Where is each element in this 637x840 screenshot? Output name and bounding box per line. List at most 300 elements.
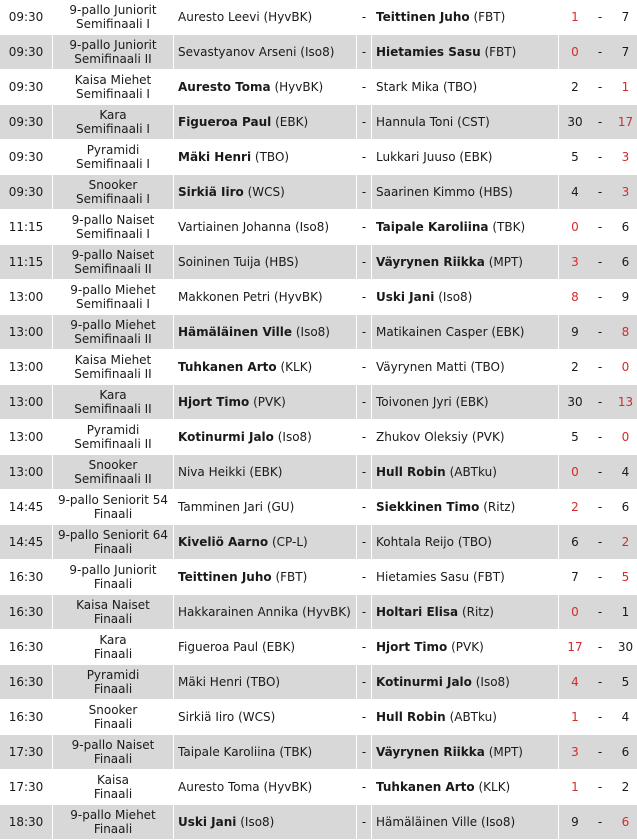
score-one: 2 <box>559 70 591 105</box>
event-name: 9-pallo Miehet <box>70 808 156 822</box>
player-two-name: Holtari Elisa <box>376 605 459 619</box>
score-one: 30 <box>559 105 591 140</box>
event-name: Snooker <box>88 458 138 472</box>
match-event <box>53 245 173 280</box>
score-two: 13 <box>609 385 637 420</box>
player-two-club: (HBS) <box>478 185 513 199</box>
score-one: 30 <box>559 385 591 420</box>
match-time: 16:30 <box>0 595 52 630</box>
score-one: 4 <box>559 175 591 210</box>
score-two: 0 <box>609 350 637 385</box>
player-one-name: Auresto Leevi <box>178 10 260 24</box>
player-two-club: (FBT) <box>473 10 506 24</box>
player-two-name: Kohtala Reijo <box>376 535 454 549</box>
player-one-name: Niva Heikki <box>178 465 246 479</box>
player-one <box>174 280 356 315</box>
match-event <box>53 140 173 175</box>
event-name: 9-pallo Naiset <box>71 213 155 227</box>
player-one-name: Sevastyanov Arseni <box>178 45 297 59</box>
player-one <box>174 735 356 770</box>
match-row <box>0 420 637 455</box>
match-row <box>0 315 637 350</box>
player-one-club: (TBO) <box>254 150 290 164</box>
match-event <box>53 70 173 105</box>
match-row <box>0 0 637 35</box>
versus-dash: - <box>357 315 371 350</box>
versus-dash: - <box>357 665 371 700</box>
player-one-club: (HyvBK) <box>302 605 351 619</box>
score-one: 8 <box>559 280 591 315</box>
event-name: 9-pallo Seniorit 54 <box>57 493 169 507</box>
score-two: 1 <box>609 70 637 105</box>
player-one-club: (EBK) <box>261 640 296 654</box>
event-name: Pyramidi <box>86 668 140 682</box>
player-one-club: (HyvBK) <box>274 80 324 94</box>
player-two <box>372 735 558 770</box>
match-time: 11:15 <box>0 210 52 245</box>
player-two <box>372 595 558 630</box>
player-two <box>372 385 558 420</box>
event-round: Semifinaali I <box>76 297 150 311</box>
match-time: 09:30 <box>0 140 52 175</box>
player-two-name: Väyrynen Riikka <box>376 745 485 759</box>
event-round: Semifinaali I <box>76 192 150 206</box>
match-event <box>53 385 173 420</box>
player-two <box>372 280 558 315</box>
player-two <box>372 315 558 350</box>
score-one: 4 <box>559 665 591 700</box>
score-dash: - <box>591 280 609 315</box>
score-dash: - <box>591 595 609 630</box>
player-two-club: (CST) <box>457 115 490 129</box>
event-round: Semifinaali II <box>74 402 152 416</box>
player-one-name: Tuhkanen Arto <box>178 360 277 374</box>
event-round: Semifinaali I <box>76 17 150 31</box>
event-name: Kara <box>99 388 127 402</box>
player-one-club: (WCS) <box>238 710 276 724</box>
score-dash: - <box>591 385 609 420</box>
player-two-name: Taipale Karoliina <box>376 220 489 234</box>
score-one: 1 <box>559 0 591 35</box>
player-two-club: (EBK) <box>491 325 525 339</box>
player-two-name: Hietamies Sasu <box>376 45 481 59</box>
score-dash: - <box>591 560 609 595</box>
versus-dash: - <box>357 0 371 35</box>
match-event <box>53 665 173 700</box>
player-one-name: Tamminen Jari <box>178 500 263 514</box>
event-round: Finaali <box>93 577 133 591</box>
event-round: Semifinaali I <box>76 122 150 136</box>
match-event <box>53 35 173 70</box>
event-name: 9-pallo Seniorit 64 <box>57 528 169 542</box>
player-one-club: (HyvBK) <box>263 780 313 794</box>
match-time: 14:45 <box>0 490 52 525</box>
event-name: Snooker <box>88 703 138 717</box>
match-row <box>0 665 637 700</box>
player-two-name: Väyrynen Riikka <box>376 255 485 269</box>
player-two <box>372 35 558 70</box>
score-dash: - <box>591 140 609 175</box>
match-row <box>0 385 637 420</box>
score-two: 1 <box>609 595 637 630</box>
event-round: Semifinaali II <box>74 472 152 486</box>
player-one-club: (Iso8) <box>277 430 312 444</box>
player-one-name: Kiveliö Aarno <box>178 535 269 549</box>
player-one <box>174 245 356 280</box>
match-row <box>0 490 637 525</box>
score-dash: - <box>591 665 609 700</box>
player-two-name: Väyrynen Matti <box>376 360 467 374</box>
event-round: Semifinaali II <box>74 52 152 66</box>
player-two-name: Hull Robin <box>376 465 446 479</box>
score-two: 3 <box>609 175 637 210</box>
player-two-club: (ABTku) <box>449 710 497 724</box>
player-two-name: Stark Mika <box>376 80 440 94</box>
player-one <box>174 420 356 455</box>
player-one-club: (HBS) <box>264 255 299 269</box>
match-event <box>53 350 173 385</box>
score-one: 7 <box>559 560 591 595</box>
score-two: 6 <box>609 490 637 525</box>
player-two-club: (TBK) <box>492 220 526 234</box>
player-two-club: (TBO) <box>457 535 492 549</box>
player-one-name: Makkonen Petri <box>178 290 271 304</box>
score-two: 30 <box>609 630 637 665</box>
player-one-club: (Iso8) <box>240 815 275 829</box>
event-name: Snooker <box>88 178 138 192</box>
player-two <box>372 350 558 385</box>
player-two-name: Siekkinen Timo <box>376 500 480 514</box>
score-dash: - <box>591 35 609 70</box>
score-one: 3 <box>559 245 591 280</box>
match-time: 11:15 <box>0 245 52 280</box>
player-two-name: Uski Jani <box>376 290 435 304</box>
player-one-name: Figueroa Paul <box>178 115 272 129</box>
player-two <box>372 455 558 490</box>
score-dash: - <box>591 420 609 455</box>
player-one-name: Auresto Toma <box>178 780 260 794</box>
score-dash: - <box>591 525 609 560</box>
player-one-name: Auresto Toma <box>178 80 271 94</box>
event-name: 9-pallo Naiset <box>71 248 155 262</box>
player-one <box>174 315 356 350</box>
match-time: 17:30 <box>0 735 52 770</box>
score-one: 5 <box>559 140 591 175</box>
match-event <box>53 0 173 35</box>
match-row <box>0 595 637 630</box>
event-name: 9-pallo Juniorit <box>69 563 157 577</box>
player-two <box>372 420 558 455</box>
player-one-club: (TBK) <box>279 745 313 759</box>
player-two-name: Teittinen Juho <box>376 10 470 24</box>
player-two-name: Matikainen Casper <box>376 325 488 339</box>
player-one-name: Mäki Henri <box>178 150 252 164</box>
event-name: Kaisa Miehet <box>74 353 152 367</box>
score-dash: - <box>591 455 609 490</box>
player-two <box>372 175 558 210</box>
score-dash: - <box>591 350 609 385</box>
player-one-name: Mäki Henri <box>178 675 243 689</box>
match-row <box>0 805 637 840</box>
player-one-name: Hakkarainen Annika <box>178 605 299 619</box>
score-one: 2 <box>559 350 591 385</box>
player-two-club: (ABTku) <box>449 465 497 479</box>
versus-dash: - <box>357 735 371 770</box>
player-one <box>174 665 356 700</box>
match-time: 16:30 <box>0 700 52 735</box>
versus-dash: - <box>357 525 371 560</box>
player-two-name: Lukkari Juuso <box>376 150 456 164</box>
player-one <box>174 560 356 595</box>
player-two-name: Hull Robin <box>376 710 446 724</box>
player-one-club: (HyvBK) <box>263 10 313 24</box>
player-one-club: (PVK) <box>253 395 286 409</box>
player-two-club: (MPT) <box>488 745 523 759</box>
player-one <box>174 385 356 420</box>
match-event <box>53 105 173 140</box>
match-row <box>0 210 637 245</box>
player-two-name: Tuhkanen Arto <box>376 780 475 794</box>
match-row <box>0 140 637 175</box>
match-time: 13:00 <box>0 315 52 350</box>
score-one: 0 <box>559 595 591 630</box>
event-name: Pyramidi <box>86 143 140 157</box>
match-event <box>53 735 173 770</box>
match-event <box>53 700 173 735</box>
versus-dash: - <box>357 140 371 175</box>
event-round: Semifinaali I <box>76 227 150 241</box>
player-two <box>372 665 558 700</box>
versus-dash: - <box>357 175 371 210</box>
score-two: 6 <box>609 735 637 770</box>
versus-dash: - <box>357 350 371 385</box>
player-one-club: (Iso8) <box>295 325 330 339</box>
event-round: Finaali <box>93 682 133 696</box>
versus-dash: - <box>357 420 371 455</box>
match-time: 13:00 <box>0 350 52 385</box>
score-two: 3 <box>609 140 637 175</box>
event-round: Finaali <box>93 542 133 556</box>
score-one: 9 <box>559 805 591 840</box>
event-round: Finaali <box>93 717 133 731</box>
versus-dash: - <box>357 805 371 840</box>
player-one-club: (EBK) <box>275 115 309 129</box>
player-one <box>174 455 356 490</box>
event-round: Semifinaali II <box>74 367 152 381</box>
player-two-club: (FBT) <box>484 45 517 59</box>
score-two: 6 <box>609 805 637 840</box>
player-one-club: (WCS) <box>247 185 285 199</box>
match-row <box>0 700 637 735</box>
player-two <box>372 140 558 175</box>
match-time: 09:30 <box>0 0 52 35</box>
event-name: Pyramidi <box>86 423 140 437</box>
event-round: Finaali <box>93 822 133 836</box>
player-two <box>372 105 558 140</box>
match-time: 09:30 <box>0 105 52 140</box>
score-one: 3 <box>559 735 591 770</box>
player-one-name: Soininen Tuija <box>178 255 261 269</box>
event-round: Semifinaali II <box>74 332 152 346</box>
player-one-name: Sirkiä Iiro <box>178 710 235 724</box>
player-two-club: (Ritz) <box>483 500 516 514</box>
player-one <box>174 350 356 385</box>
score-dash: - <box>591 315 609 350</box>
score-dash: - <box>591 770 609 805</box>
event-round: Semifinaali II <box>74 437 152 451</box>
player-one-name: Taipale Karoliina <box>178 745 276 759</box>
event-name: Kara <box>99 633 127 647</box>
score-two: 4 <box>609 700 637 735</box>
player-one-club: (EBK) <box>249 465 283 479</box>
player-one-club: (CP-L) <box>271 535 308 549</box>
score-two: 5 <box>609 560 637 595</box>
match-event <box>53 560 173 595</box>
player-two-name: Saarinen Kimmo <box>376 185 475 199</box>
score-dash: - <box>591 805 609 840</box>
event-name: Kaisa Miehet <box>74 73 152 87</box>
score-one: 9 <box>559 315 591 350</box>
player-one <box>174 105 356 140</box>
score-two: 4 <box>609 455 637 490</box>
match-time: 09:30 <box>0 70 52 105</box>
score-one: 6 <box>559 525 591 560</box>
event-name: 9-pallo Naiset <box>71 738 155 752</box>
score-dash: - <box>591 70 609 105</box>
match-event <box>53 595 173 630</box>
player-one <box>174 140 356 175</box>
player-one-club: (Iso8) <box>294 220 330 234</box>
player-one-name: Figueroa Paul <box>178 640 259 654</box>
match-time: 13:00 <box>0 280 52 315</box>
player-two <box>372 245 558 280</box>
score-dash: - <box>591 490 609 525</box>
player-two-club: (Iso8) <box>481 815 516 829</box>
match-time: 18:30 <box>0 805 52 840</box>
match-time: 13:00 <box>0 455 52 490</box>
versus-dash: - <box>357 455 371 490</box>
score-two: 6 <box>609 210 637 245</box>
score-two: 7 <box>609 35 637 70</box>
score-two: 17 <box>609 105 637 140</box>
score-dash: - <box>591 210 609 245</box>
score-one: 0 <box>559 35 591 70</box>
player-two-club: (TBO) <box>442 80 478 94</box>
player-two <box>372 630 558 665</box>
player-two <box>372 700 558 735</box>
score-one: 1 <box>559 770 591 805</box>
event-name: 9-pallo Miehet <box>70 318 156 332</box>
player-two-club: (Iso8) <box>475 675 510 689</box>
match-event <box>53 420 173 455</box>
versus-dash: - <box>357 385 371 420</box>
score-dash: - <box>591 0 609 35</box>
match-event <box>53 525 173 560</box>
event-round: Semifinaali II <box>74 262 152 276</box>
player-two <box>372 0 558 35</box>
match-row <box>0 455 637 490</box>
player-two-club: (EBK) <box>459 150 493 164</box>
match-event <box>53 805 173 840</box>
match-time: 16:30 <box>0 665 52 700</box>
event-name: Kaisa Naiset <box>76 598 150 612</box>
match-row <box>0 560 637 595</box>
player-one <box>174 805 356 840</box>
player-two-club: (Iso8) <box>438 290 473 304</box>
match-time: 09:30 <box>0 35 52 70</box>
match-time: 09:30 <box>0 175 52 210</box>
event-round: Finaali <box>93 752 133 766</box>
match-time: 14:45 <box>0 525 52 560</box>
match-event <box>53 455 173 490</box>
player-two <box>372 770 558 805</box>
player-one <box>174 35 356 70</box>
match-event <box>53 210 173 245</box>
event-round: Finaali <box>93 787 133 801</box>
versus-dash: - <box>357 245 371 280</box>
score-two: 9 <box>609 280 637 315</box>
player-one-name: Sirkiä Iiro <box>178 185 244 199</box>
player-two-club: (EBK) <box>455 395 489 409</box>
player-one <box>174 595 356 630</box>
event-round: Finaali <box>93 647 133 661</box>
player-two-name: Kotinurmi Jalo <box>376 675 472 689</box>
player-two <box>372 70 558 105</box>
match-event <box>53 630 173 665</box>
player-one <box>174 700 356 735</box>
score-dash: - <box>591 245 609 280</box>
player-one-name: Hämäläinen Ville <box>178 325 293 339</box>
score-one: 0 <box>559 210 591 245</box>
player-two-name: Hannula Toni <box>376 115 454 129</box>
player-two <box>372 490 558 525</box>
score-one: 1 <box>559 700 591 735</box>
versus-dash: - <box>357 70 371 105</box>
score-dash: - <box>591 700 609 735</box>
event-name: Kara <box>99 108 127 122</box>
player-two-club: (Ritz) <box>461 605 494 619</box>
versus-dash: - <box>357 105 371 140</box>
player-two-club: (FBT) <box>472 570 505 584</box>
event-name: 9-pallo Juniorit <box>69 38 157 52</box>
player-one-name: Uski Jani <box>178 815 237 829</box>
player-one-club: (Iso8) <box>300 45 335 59</box>
player-two-club: (MPT) <box>488 255 523 269</box>
match-row <box>0 70 637 105</box>
player-one-club: (GU) <box>266 500 295 514</box>
player-two-name: Zhukov Oleksiy <box>376 430 469 444</box>
match-row <box>0 280 637 315</box>
event-round: Finaali <box>93 612 133 626</box>
score-two: 8 <box>609 315 637 350</box>
score-dash: - <box>591 105 609 140</box>
match-row <box>0 35 637 70</box>
match-time: 13:00 <box>0 420 52 455</box>
match-time: 16:30 <box>0 630 52 665</box>
event-name: 9-pallo Juniorit <box>69 3 157 17</box>
player-two-name: Hietamies Sasu <box>376 570 470 584</box>
score-two: 0 <box>609 420 637 455</box>
versus-dash: - <box>357 700 371 735</box>
event-name: 9-pallo Miehet <box>70 283 156 297</box>
versus-dash: - <box>357 490 371 525</box>
versus-dash: - <box>357 210 371 245</box>
match-event <box>53 280 173 315</box>
match-row <box>0 245 637 280</box>
match-row <box>0 175 637 210</box>
match-row <box>0 105 637 140</box>
player-one <box>174 210 356 245</box>
